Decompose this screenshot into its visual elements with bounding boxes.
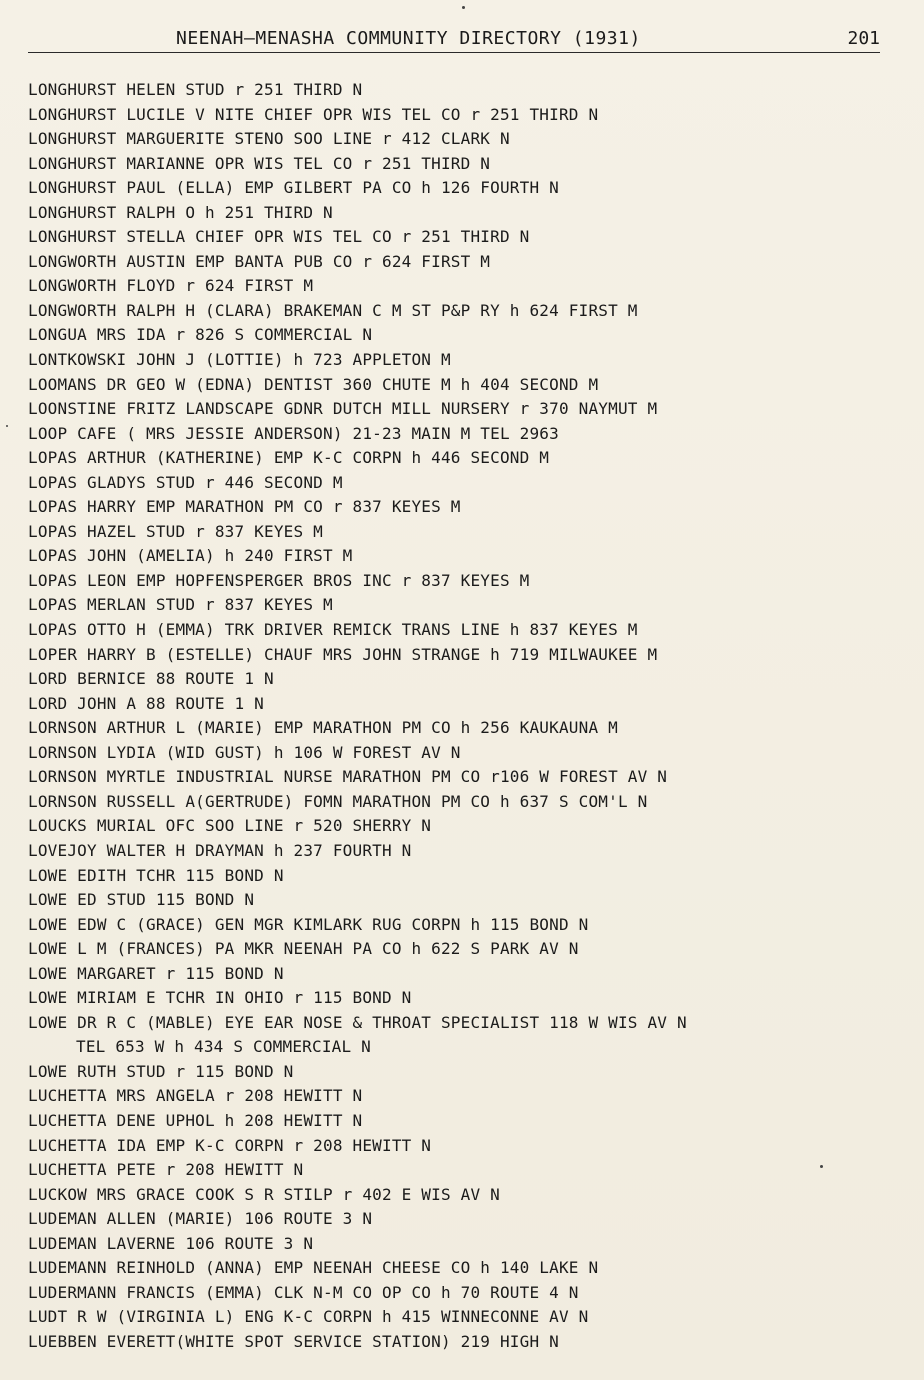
- directory-entry: LOVEJOY WALTER H DRAYMAN h 237 FOURTH N: [28, 840, 412, 860]
- directory-entry: LOONSTINE FRITZ LANDSCAPE GDNR DUTCH MILL NURSERY r 370 NAYMUT M: [28, 399, 658, 419]
- directory-entry: LONGHURST PAUL (ELLA) EMP GILBERT PA CO h 126 FOURTH N: [28, 178, 559, 198]
- directory-listing: [28, 78, 918, 1354]
- directory-entry: LOPAS GLADYS STUD r 446 SECOND M: [28, 472, 343, 492]
- directory-entry: LONGHURST STELLA CHIEF OPR WIS TEL CO r 251 THIRD N: [28, 227, 530, 247]
- directory-title: NEENAH–MENASHA COMMUNITY DIRECTORY (1931): [176, 28, 641, 49]
- directory-entry: LORNSON ARTHUR L (MARIE) EMP MARATHON PM CO h 256 KAUKAUNA M: [28, 718, 618, 738]
- page-number: 201: [847, 28, 880, 49]
- directory-entry: LUDERMANN FRANCIS (EMMA) CLK N-M CO OP CO h 70 ROUTE 4 N: [28, 1282, 579, 1302]
- directory-entry: LONGHURST MARGUERITE STENO SOO LINE r 412 CLARK N: [28, 129, 510, 149]
- directory-entry: LOWE RUTH STUD r 115 BOND N: [28, 1061, 294, 1081]
- directory-entry: LORNSON RUSSELL A(GERTRUDE) FOMN MARATHON PM CO h 637 S COM'L N: [28, 791, 648, 811]
- directory-entry: LONGUA MRS IDA r 826 S COMMERCIAL N: [28, 325, 373, 345]
- directory-entry: LOPER HARRY B (ESTELLE) CHAUF MRS JOHN STRANGE h 719 MILWAUKEE M: [28, 644, 658, 664]
- directory-entry: LUCHETTA IDA EMP K-C CORPN r 208 HEWITT N: [28, 1135, 432, 1155]
- directory-entry: LONGHURST RALPH O h 251 THIRD N: [28, 202, 333, 222]
- directory-entry: LOPAS LEON EMP HOPFENSPERGER BROS INC r 837 KEYES M: [28, 570, 530, 590]
- paper-speck: [6, 425, 8, 427]
- directory-entry: LONGHURST HELEN STUD r 251 THIRD N: [28, 80, 363, 99]
- directory-entry: LONTKOWSKI JOHN J (LOTTIE) h 723 APPLETON M: [28, 350, 451, 370]
- directory-entry: LORD BERNICE 88 ROUTE 1 N: [28, 669, 274, 689]
- directory-entry-continuation: TEL 653 W h 434 S COMMERCIAL N: [76, 1037, 371, 1057]
- directory-entry: LOPAS OTTO H (EMMA) TRK DRIVER REMICK TRANS LINE h 837 KEYES M: [28, 620, 638, 640]
- directory-entry: LUCHETTA PETE r 208 HEWITT N: [28, 1160, 304, 1180]
- directory-entry: LOWE L M (FRANCES) PA MKR NEENAH PA CO h 622 S PARK AV N: [28, 939, 579, 959]
- directory-entry: LOPAS ARTHUR (KATHERINE) EMP K-C CORPN h 446 SECOND M: [28, 448, 550, 468]
- directory-entry: LORNSON MYRTLE INDUSTRIAL NURSE MARATHON PM CO r106 W FOREST AV N: [28, 767, 668, 787]
- directory-entry: LUDEMAN ALLEN (MARIE) 106 ROUTE 3 N: [28, 1209, 373, 1229]
- directory-entry: LONGWORTH AUSTIN EMP BANTA PUB CO r 624 FIRST M: [28, 251, 491, 271]
- paper-speck: [820, 1165, 823, 1168]
- directory-entry: LOUCKS MURIAL OFC SOO LINE r 520 SHERRY N: [28, 816, 432, 836]
- directory-entry: LORD JOHN A 88 ROUTE 1 N: [28, 693, 264, 713]
- directory-entry: LONGHURST LUCILE V NITE CHIEF OPR WIS TEL CO r 251 THIRD N: [28, 104, 599, 124]
- directory-entry: LUCHETTA DENE UPHOL h 208 HEWITT N: [28, 1110, 363, 1130]
- directory-entry: LUCKOW MRS GRACE COOK S R STILP r 402 E WIS AV N: [28, 1184, 500, 1204]
- paper-speck: [462, 6, 465, 9]
- directory-entry: LOPAS HAZEL STUD r 837 KEYES M: [28, 521, 323, 541]
- directory-entry: LUEBBEN EVERETT(WHITE SPOT SERVICE STATION) 219 HIGH N: [28, 1331, 559, 1351]
- directory-entry: LOWE DR R C (MABLE) EYE EAR NOSE & THROAT SPECIALIST 118 W WIS AV N: [28, 1012, 687, 1032]
- directory-entry: LONGHURST MARIANNE OPR WIS TEL CO r 251 THIRD N: [28, 153, 491, 173]
- directory-entry: LUCHETTA MRS ANGELA r 208 HEWITT N: [28, 1086, 363, 1106]
- directory-entry: LOPAS JOHN (AMELIA) h 240 FIRST M: [28, 546, 353, 566]
- directory-entry: LOWE EDITH TCHR 115 BOND N: [28, 865, 284, 885]
- directory-entry: LORNSON LYDIA (WID GUST) h 106 W FOREST AV N: [28, 742, 461, 762]
- directory-entry: LUDT R W (VIRGINIA L) ENG K-C CORPN h 415 WINNECONNE AV N: [28, 1307, 589, 1327]
- directory-entry: LOOP CAFE ( MRS JESSIE ANDERSON) 21-23 MAIN M TEL 2963: [28, 423, 559, 443]
- directory-entry: LUDEMANN REINHOLD (ANNA) EMP NEENAH CHEESE CO h 140 LAKE N: [28, 1258, 599, 1278]
- directory-entry: LOPAS MERLAN STUD r 837 KEYES M: [28, 595, 333, 615]
- directory-entry: LOWE EDW C (GRACE) GEN MGR KIMLARK RUG CORPN h 115 BOND N: [28, 914, 589, 934]
- header-rule: [28, 52, 880, 53]
- page-header: [28, 26, 880, 56]
- directory-entry: LONGWORTH FLOYD r 624 FIRST M: [28, 276, 314, 296]
- directory-entry: LOWE MIRIAM E TCHR IN OHIO r 115 BOND N: [28, 988, 412, 1008]
- directory-entry: LOPAS HARRY EMP MARATHON PM CO r 837 KEYES M: [28, 497, 461, 517]
- directory-entry: LOWE ED STUD 115 BOND N: [28, 890, 255, 910]
- directory-entry: LOOMANS DR GEO W (EDNA) DENTIST 360 CHUTE M h 404 SECOND M: [28, 374, 599, 394]
- directory-entry: LONGWORTH RALPH H (CLARA) BRAKEMAN C M ST P&P RY h 624 FIRST M: [28, 300, 638, 320]
- directory-entry: LUDEMAN LAVERNE 106 ROUTE 3 N: [28, 1233, 314, 1253]
- directory-entry: LOWE MARGARET r 115 BOND N: [28, 963, 284, 983]
